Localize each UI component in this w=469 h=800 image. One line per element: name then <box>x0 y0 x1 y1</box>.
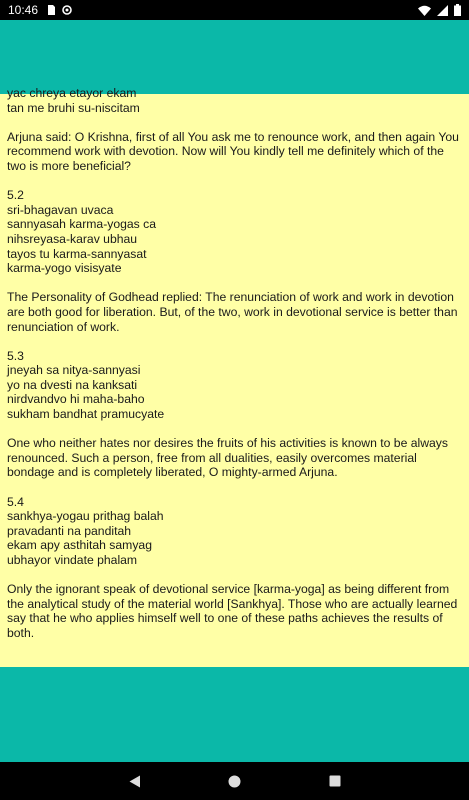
status-right <box>418 4 461 16</box>
home-button[interactable] <box>224 770 246 792</box>
verse-number: 5.3 <box>7 348 24 363</box>
verse-scroll[interactable] <box>7 86 462 641</box>
text-line: nirdvandvo hi maha-baho <box>7 392 145 407</box>
text-block <box>7 495 462 568</box>
app-bar <box>0 20 469 94</box>
status-time: 10:46 <box>8 3 39 17</box>
text-line: tan me bruhi su-niscitam <box>7 100 140 115</box>
home-circle-icon <box>228 775 241 788</box>
text-line: pravadanti na panditah <box>7 523 132 538</box>
text-line: Only the ignorant speak of devotional service [karma-yoga] as being different from the analytical study of the material world [Sankhya]. Those who are actually learned say that he who applies himself well to one of these paths achieves the results of both. <box>7 582 458 640</box>
text-line: sri-bhagavan uvaca <box>7 202 114 217</box>
text-line: sannyasah karma-yogas ca <box>7 217 157 232</box>
verse-number: 5.2 <box>7 188 24 203</box>
bottom-panel <box>0 667 469 762</box>
text-line: yo na dvesti na kanksati <box>7 377 138 392</box>
verse-number: 5.4 <box>7 494 24 509</box>
back-triangle-icon <box>129 775 141 788</box>
text-block <box>7 290 462 334</box>
text-line: Arjuna said: O Krishna, first of all You ask me to renounce work, and then again You recommend work with devotion. Now will You kindly tell me definitely which of the two is more beneficial? <box>7 129 459 173</box>
text-line: ekam apy asthitah samyag <box>7 538 152 553</box>
recents-button[interactable] <box>324 770 346 792</box>
text-line: sankhya-yogau prithag balah <box>7 509 164 524</box>
sync-icon <box>62 5 72 15</box>
text-block <box>7 349 462 422</box>
verse-content[interactable] <box>0 86 469 667</box>
text-block <box>7 436 462 480</box>
wifi-icon <box>418 5 431 16</box>
text-line: ubhayor vindate phalam <box>7 553 138 567</box>
text-line: yac chreya etayor ekam <box>7 86 137 100</box>
text-line: karma-yogo visisyate <box>7 261 122 276</box>
sd-card-icon <box>46 5 56 15</box>
back-button[interactable] <box>124 770 146 792</box>
text-line: One who neither hates nor desires the fruits of his activities is known to be always renounced. Such a person, free from all dualities, easily overcomes material bondage and is completely liberated, O mighty-armed Arjuna. <box>7 436 448 480</box>
text-line: tayos tu karma-sannyasat <box>7 246 147 261</box>
battery-icon <box>454 4 461 16</box>
text-block <box>7 582 462 640</box>
text-block <box>7 86 462 115</box>
signal-icon <box>437 5 448 16</box>
text-line: jneyah sa nitya-sannyasi <box>7 363 141 378</box>
text-line: nihsreyasa-karav ubhau <box>7 231 138 246</box>
text-block <box>7 188 462 276</box>
text-line: sukham bandhat pramucyate <box>7 407 165 422</box>
text-block <box>7 130 462 174</box>
navigation-bar <box>0 762 469 800</box>
status-bar <box>0 0 469 20</box>
text-line: The Personality of Godhead replied: The renunciation of work and work in devotion are both good for liberation. But, of the two, work in devotional service is better than renunciation of work. <box>7 290 458 334</box>
recents-square-icon <box>329 775 341 787</box>
